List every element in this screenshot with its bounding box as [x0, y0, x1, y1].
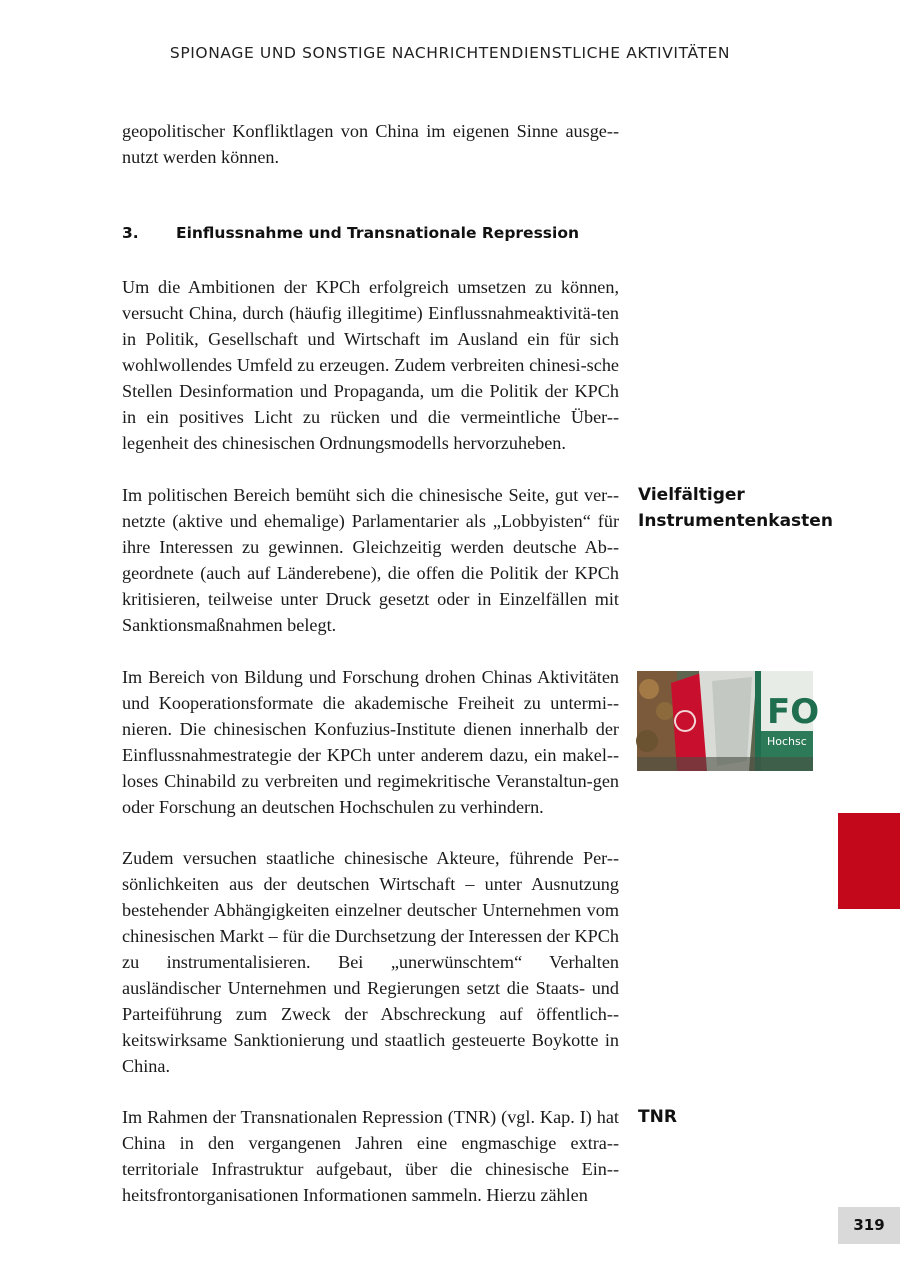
paragraph-continuation: geopolitischer Konfliktlagen von China im eigenen Sinne ausge-nutzt werden können.: [122, 121, 619, 167]
chapter-marker-tab: [838, 813, 900, 909]
section-heading: [122, 224, 579, 242]
section-title: Einflussnahme und Transnationale Repression: [176, 224, 580, 242]
photo-sign-small: Hochsc: [767, 735, 807, 748]
paragraph-ambitions: Um die Ambitionen der KPCh erfolgreich umsetzen zu können, versucht China, durch (häufig illegitime) Einflussnahmeaktivitä-ten in Politik, Gesellschaft und Wirtschaft im Ausland ein für sich wohlwollendes Umfeld zu erzeugen. Zudem verbreiten chinesi-sche Stellen Desinformation und Propaganda, um die Politik der KPCh in ein positives Licht zu rücken und die vermeintliche Über-legenheit des chinesischen Ordnungsmodells hervorzuheben.: [122, 277, 619, 453]
confucius-institute-photo: [637, 671, 820, 771]
page-number: 319: [838, 1207, 900, 1244]
margin-note-instrumentenkasten: Vielfältiger Instrumentenkasten: [638, 485, 833, 531]
running-head: SPIONAGE UND SONSTIGE NACHRICHTENDIENSTLICHE AKTIVITÄTEN: [169, 44, 731, 62]
photo-sign-large: FO: [767, 692, 820, 732]
section-number: 3.: [122, 224, 139, 242]
paragraph-tnr: Im Rahmen der Transnationalen Repression (TNR) (vgl. Kap. I) hat China in den vergangenen Jahren eine engmaschige extra-territoriale Infrastruktur aufgebaut, über die chinesische Ein-heitsfrontorganisationen Informationen sammeln. Hierzu zählen: [122, 1107, 619, 1205]
margin-note-tnr: TNR: [638, 1107, 677, 1127]
paragraph-education: Im Bereich von Bildung und Forschung drohen Chinas Aktivitäten und Kooperationsformate die akademische Freiheit zu untermi-nieren. Die chinesischen Konfuzius-Institute dienen innerhalb der Einflussnahmestrategie der KPCh unter anderem dazu, ein makel-loses Chinabild zu verbreiten und regimekritische Veranstaltun-gen oder Forschung an deutschen Hochschulen zu verhindern.: [122, 667, 619, 817]
paragraph-economy: Zudem versuchen staatliche chinesische Akteure, führende Per-sönlichkeiten aus der deutschen Wirtschaft – unter Ausnutzung bestehender Abhängigkeiten einzelner deutscher Unternehmen vom chinesischen Markt – für die Durchsetzung der Interessen der KPCh zu instrumentalisieren. Bei „unerwünschtem“ Verhalten ausländischer Unternehmen und Regierungen setzt die Staats- und Parteiführung zum Zweck der Abschreckung auf öffentlich-keitswirksame Sanktionierung und staatlich gesteuerte Boykotte in China.: [122, 848, 619, 1076]
paragraph-politics: Im politischen Bereich bemüht sich die chinesische Seite, gut ver-netzte (aktive und ehemalige) Parlamentarier als „Lobbyisten“ für ihre Interessen zu gewinnen. Gleichzeitig werden deutsche Ab-geordnete (auch auf Länderebene), die offen die Politik der KPCh kritisieren, teilweise unter Druck gesetzt oder in Einzelfällen mit Sanktionsmaßnahmen belegt.: [122, 485, 619, 635]
